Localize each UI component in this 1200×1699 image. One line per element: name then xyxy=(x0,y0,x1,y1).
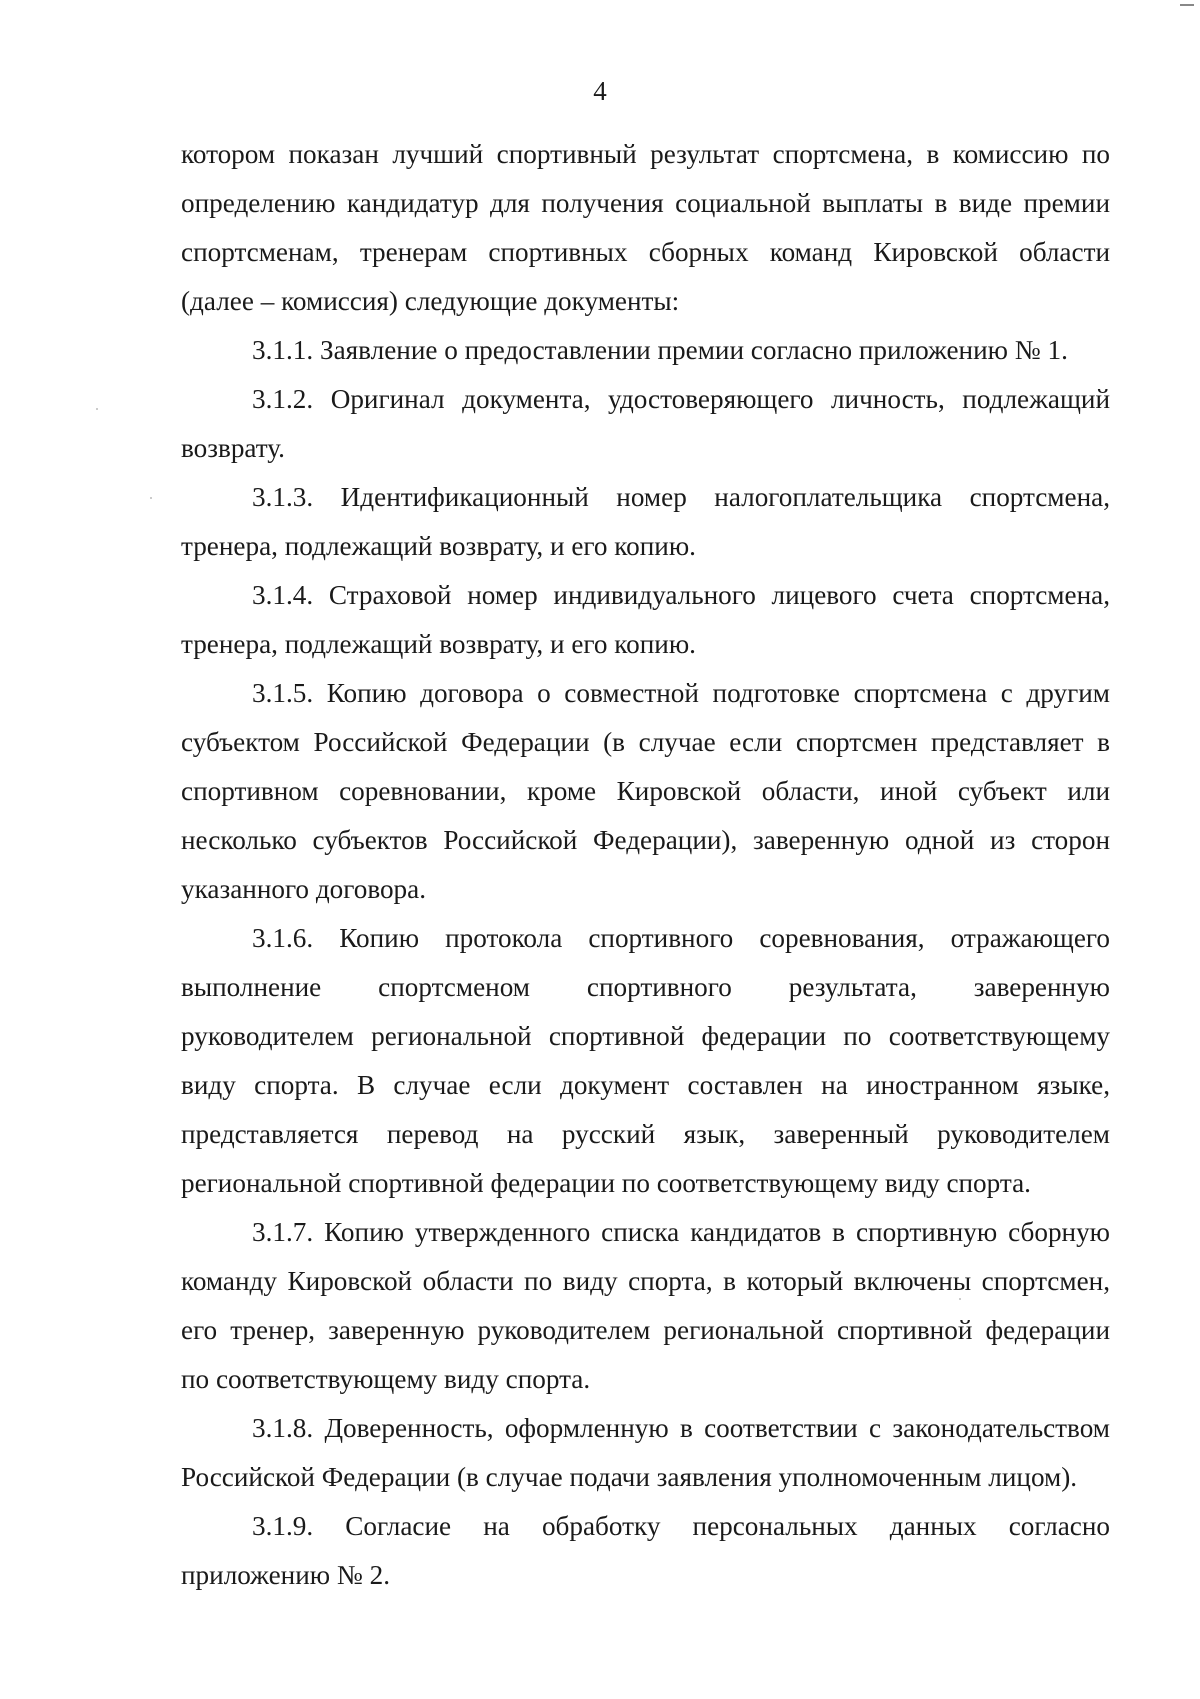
text-line: (далее – комиссия) следующие документы: xyxy=(181,286,680,316)
text-line: региональной спортивной федерации по соответствующему виду спорта. xyxy=(181,1168,1031,1198)
text-line: тренера, подлежащий возврату, и его копию. xyxy=(181,531,696,561)
text-line: тренера, подлежащий возврату, и его копию. xyxy=(181,629,696,659)
text-line: 3.1.4. Страховой номер индивидуального лицевого счета спортсмена, xyxy=(252,580,1110,610)
text-line: 3.1.8. Доверенность, оформленную в соответствии с законодательством xyxy=(252,1413,1110,1443)
text-line: 3.1.2. Оригинал документа, удостоверяющего личность, подлежащий xyxy=(252,384,1110,414)
text-line: субъектом Российской Федерации (в случае если спортсмен представляет в xyxy=(181,727,1110,757)
scan-edge-mark xyxy=(1180,4,1194,6)
scan-speck xyxy=(96,408,98,410)
text-line: приложению № 2. xyxy=(181,1560,391,1590)
text-line: руководителем региональной спортивной федерации по соответствующему xyxy=(181,1021,1110,1051)
paragraph xyxy=(181,1502,1110,1600)
paragraph xyxy=(181,669,1110,914)
paragraph xyxy=(181,473,1110,571)
page-number: 4 xyxy=(593,76,607,106)
text-line: команду Кировской области по виду спорта, в который включены спортсмен, xyxy=(181,1266,1110,1296)
text-line: 3.1.1. Заявление о предоставлении премии согласно приложению № 1. xyxy=(252,335,1068,365)
paragraph xyxy=(181,326,1110,375)
paragraph xyxy=(181,571,1110,669)
text-line: виду спорта. В случае если документ составлен на иностранном языке, xyxy=(181,1070,1110,1100)
text-line: спортсменам, тренерам спортивных сборных команд Кировской области xyxy=(181,237,1110,267)
text-line: выполнение спортсменом спортивного результата, заверенную xyxy=(181,972,1110,1002)
text-line: указанного договора. xyxy=(181,874,427,904)
text-line: Российской Федерации (в случае подачи заявления уполномоченным лицом). xyxy=(181,1462,1078,1492)
text-line: несколько субъектов Российской Федерации), заверенную одной из сторон xyxy=(181,825,1110,855)
document-body xyxy=(181,130,1110,1600)
paragraph xyxy=(181,914,1110,1208)
paragraph xyxy=(181,130,1110,326)
scan-speck xyxy=(150,497,152,499)
text-line: 3.1.6. Копию протокола спортивного соревнования, отражающего xyxy=(252,923,1110,953)
text-line: представляется перевод на русский язык, заверенный руководителем xyxy=(181,1119,1110,1149)
text-line: спортивном соревновании, кроме Кировской области, иной субъект или xyxy=(181,776,1110,806)
text-line: возврату. xyxy=(181,433,285,463)
text-line: 3.1.5. Копию договора о совместной подготовке спортсмена с другим xyxy=(252,678,1110,708)
text-line: котором показан лучший спортивный результат спортсмена, в комиссию по xyxy=(181,139,1110,169)
text-line: по соответствующему виду спорта. xyxy=(181,1364,591,1394)
paragraph xyxy=(181,1404,1110,1502)
text-line: 3.1.7. Копию утвержденного списка кандидатов в спортивную сборную xyxy=(252,1217,1110,1247)
text-line: определению кандидатур для получения социальной выплаты в виде премии xyxy=(181,188,1110,218)
paragraph xyxy=(181,375,1110,473)
text-line: 3.1.9. Согласие на обработку персональных данных согласно xyxy=(252,1511,1110,1541)
text-line: 3.1.3. Идентификационный номер налогоплательщика спортсмена, xyxy=(252,482,1110,512)
paragraph xyxy=(181,1208,1110,1404)
text-line: его тренер, заверенную руководителем региональной спортивной федерации xyxy=(181,1315,1110,1345)
